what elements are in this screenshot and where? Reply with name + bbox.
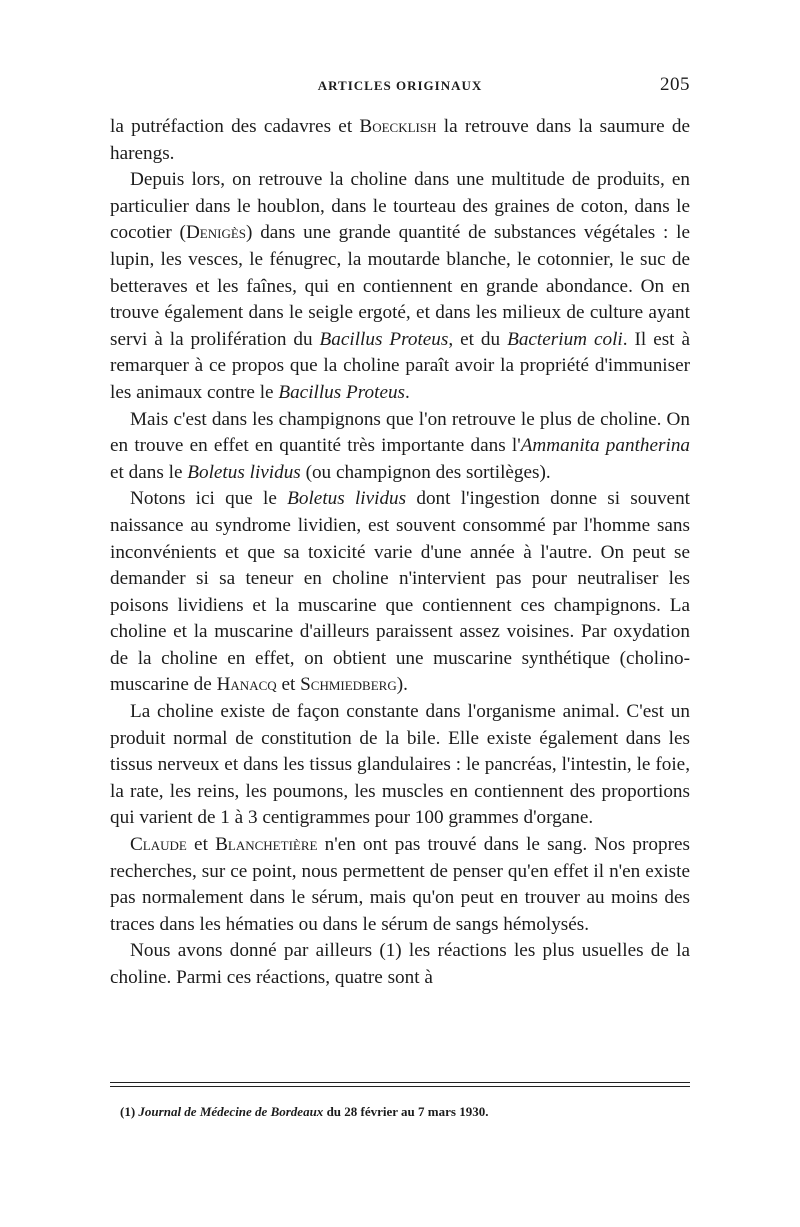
paragraph-7	[110, 938, 690, 991]
paragraph-1	[110, 114, 690, 167]
text-run: (ou champignon des sortilèges).	[300, 461, 551, 483]
footnote	[120, 1103, 690, 1121]
species-name: Ammanita pantherina	[520, 435, 691, 457]
author-name: Claude	[130, 834, 187, 856]
text-run: Mais c'est dans les champignons que l'on retrouve le plus de choline. On en trouve en effet en quantité très importante dans l'	[110, 408, 690, 457]
running-head	[110, 76, 690, 100]
author-name: Hanacq	[216, 674, 277, 696]
text-run: . Il est à remarquer à ce propos que la choline paraît avoir la propriété d'immuniser les animaux contre le	[110, 328, 690, 403]
text-run: la putréfaction des cadavres et	[110, 116, 360, 137]
species-name: Boletus lividus	[287, 488, 407, 510]
footnote-number: (1)	[120, 1104, 136, 1119]
species-name: Bacillus Proteus	[319, 328, 449, 350]
species-name: Bacterium coli	[507, 328, 623, 350]
text-run: La choline existe de façon constante dans l'organisme animal. C'est un produit normal de constitution de la bile. Elle existe également dans les tissus nerveux et dans les tissus glandulaires : le pancréas, l'intestin, le foie, la rate, les reins, les poumons, les muscles en contiennent des proportions qui varient de 1 à 3 centigrammes pour 100 grammes d'organe.	[110, 701, 690, 829]
text-run: ).	[396, 674, 408, 696]
text-run: Depuis lors, on retrouve la choline dans une multitude de produits, en particulier dans le houblon, dans le tourteau des graines de coton, dans le cocotier (	[110, 169, 690, 244]
text-run: et dans le	[110, 461, 188, 483]
species-name: Bacillus Proteus	[278, 381, 406, 403]
text-run: Notons ici que le	[130, 488, 288, 510]
text-run: n'en ont pas trouvé dans le sang. Nos propres recherches, sur ce point, nous permettent de penser qu'en effet il n'en existe pas normalement dans le sérum, mais qu'on peut en trouver au moins des traces dans les hématies ou dans le sérum de sangs hémolysés.	[110, 834, 690, 935]
paragraph-6	[110, 832, 690, 938]
paragraph-2	[110, 167, 690, 406]
author-name: Schmiedberg	[300, 674, 397, 696]
footnote-rule	[110, 1082, 690, 1083]
author-name: Boecklish	[359, 116, 437, 137]
footnote-rule	[110, 1086, 690, 1087]
page-number: 205	[660, 74, 690, 95]
author-name: Denigès	[185, 222, 247, 244]
footnote-journal: Journal de Médecine de Bordeaux	[138, 1104, 324, 1119]
text-run: la retrouve dans la saumure de harengs.	[110, 116, 691, 164]
author-name: Blanchetière	[215, 834, 318, 856]
text-run: et	[276, 674, 301, 696]
paragraph-5	[110, 699, 690, 832]
text-run: et	[186, 834, 216, 856]
text-run: .	[405, 381, 410, 403]
running-title: ARTICLES ORIGINAUX	[317, 78, 483, 93]
text-run: ) dans une grande quantité de substances végétales : le lupin, les vesces, le fénugrec, la moutarde blanche, le cotonnier, le suc de betteraves et les faînes, qui en contiennent en grande abondance. On en trouve également dans le seigle ergoté, et dans les milieux de culture ayant servi à la prolifération du	[110, 222, 690, 350]
species-name: Boletus lividus	[187, 461, 301, 483]
text-run: dont l'ingestion donne si souvent naissance au syndrome lividien, est souvent consommé par l'homme sans inconvénients et que sa toxicité varie d'une année à l'autre. On peut se demander si sa teneur en choline n'intervient pas pour neutraliser les poisons lividiens et la muscarine que contiennent ces champignons. La choline et la muscarine d'ailleurs paraissent assez voisines. Par oxydation de la choline en effet, on obtient une muscarine synthétique (cholino-muscarine de	[110, 488, 690, 696]
text-run: Nous avons donné par ailleurs (1) les réactions les plus usuelles de la choline. Parmi ces réactions, quatre sont à	[110, 940, 690, 988]
paragraph-4	[110, 486, 690, 699]
paragraph-3	[110, 407, 690, 487]
text-run: , et du	[448, 328, 508, 350]
body-text	[110, 114, 690, 992]
footnote-text: du 28 février au 7 mars 1930.	[323, 1104, 489, 1119]
